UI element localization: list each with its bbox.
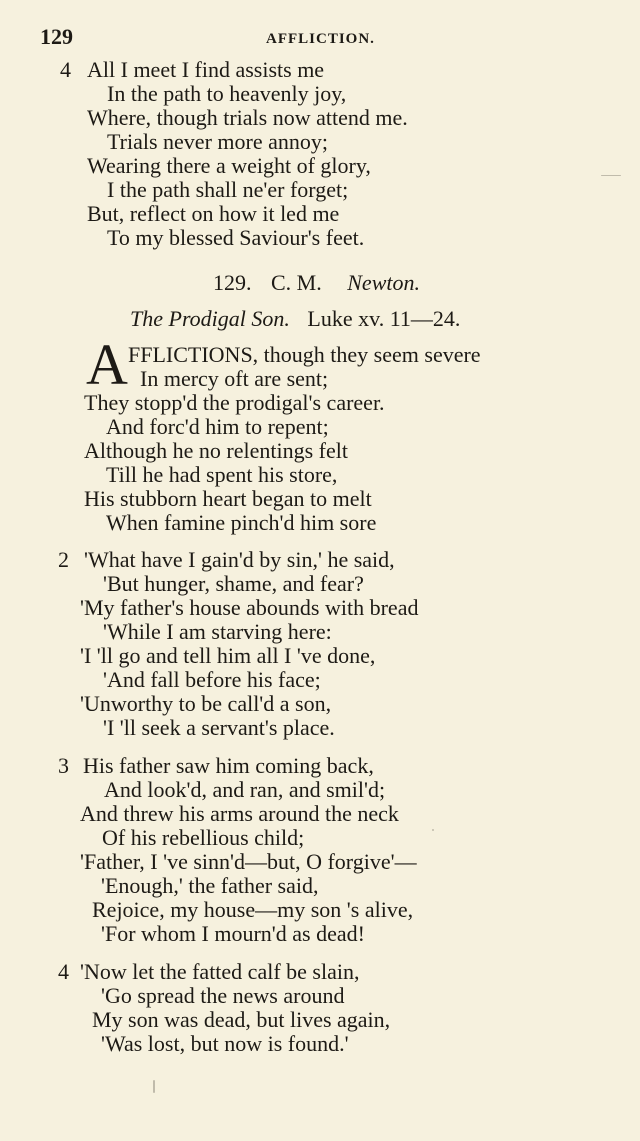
- page-header: [40, 24, 600, 54]
- continued-verse-line: All I meet I find assists me: [87, 57, 325, 82]
- verse-line: 'Enough,' the father said,: [101, 873, 319, 898]
- verse-line: 'I 'll seek a servant's place.: [103, 715, 335, 740]
- verse-line: 'Unworthy to be call'd a son,: [80, 691, 332, 716]
- verse-line: 'Now let the fatted calf be slain,: [80, 959, 360, 984]
- verse-line: Till he had spent his store,: [106, 462, 338, 487]
- verse-line: Rejoice, my house—my son 's alive,: [92, 897, 414, 922]
- verse-line: His father saw him coming back,: [83, 753, 374, 778]
- verse-line: And forc'd him to repent;: [106, 414, 329, 439]
- hymn-number: 129.: [213, 270, 252, 295]
- verse-line: 'For whom I mourn'd as dead!: [101, 921, 365, 946]
- verse-line: 'My father's house abounds with bread: [80, 595, 419, 620]
- paper-speck: [153, 1080, 155, 1093]
- continued-verse-line: Where, though trials now attend me.: [87, 105, 408, 130]
- dropcap-letter: A: [86, 332, 128, 397]
- hymn-title: The Prodigal Son.: [130, 306, 290, 331]
- verse-line: 'Go spread the news around: [101, 983, 345, 1008]
- running-head: AFFLICTION.: [266, 31, 375, 47]
- verse-line: His stubborn heart began to melt: [84, 486, 372, 511]
- verse-line: 'Was lost, but now is found.': [101, 1031, 349, 1056]
- verse-number: 3: [58, 753, 69, 778]
- verse-line: Of his rebellious child;: [102, 825, 305, 850]
- hymn-meter: C. M.: [271, 270, 322, 295]
- hymn-tune: Newton.: [347, 270, 420, 295]
- paper-speck: [432, 829, 434, 831]
- verse-line: In mercy oft are sent;: [140, 366, 329, 391]
- hymn-heading: [213, 270, 420, 296]
- continued-verse-line: To my blessed Saviour's feet.: [107, 225, 365, 250]
- continued-verse-line: Wearing there a weight of glory,: [87, 153, 371, 178]
- verse-line: And threw his arms around the neck: [80, 801, 399, 826]
- continued-verse-line: But, reflect on how it led me: [87, 201, 340, 226]
- continued-verse-number: 4: [60, 57, 71, 82]
- verse-line: 'And fall before his face;: [103, 667, 321, 692]
- hymn-subtitle: [130, 306, 460, 332]
- continued-verse-line: Trials never more annoy;: [107, 129, 328, 154]
- continued-verse-line: In the path to heavenly joy,: [107, 81, 347, 106]
- verse-line: My son was dead, but lives again,: [92, 1007, 391, 1032]
- page-number: 129: [40, 24, 73, 49]
- verse-line: 'While I am starving here:: [103, 619, 332, 644]
- verse-number: 4: [58, 959, 69, 984]
- verse-line: 'Father, I 've sinn'd—but, O forgive'—: [80, 849, 417, 874]
- verse-line: 'But hunger, shame, and fear?: [103, 571, 364, 596]
- verse-line: 'What have I gain'd by sin,' he said,: [84, 547, 395, 572]
- verse-line: They stopp'd the prodigal's career.: [84, 390, 385, 415]
- verse-line: When famine pinch'd him sore: [106, 510, 377, 535]
- continued-verse-line: I the path shall ne'er forget;: [107, 177, 349, 202]
- verse-line: And look'd, and ran, and smil'd;: [104, 777, 386, 802]
- paper-speck: [601, 175, 621, 176]
- verse-line: Although he no relentings felt: [84, 438, 348, 463]
- verse-number: 2: [58, 547, 69, 572]
- verse-line: FFLICTIONS, though they seem severe: [128, 342, 481, 367]
- scripture-reference: Luke xv. 11—24.: [307, 306, 461, 331]
- verse-line: 'I 'll go and tell him all I 've done,: [80, 643, 376, 668]
